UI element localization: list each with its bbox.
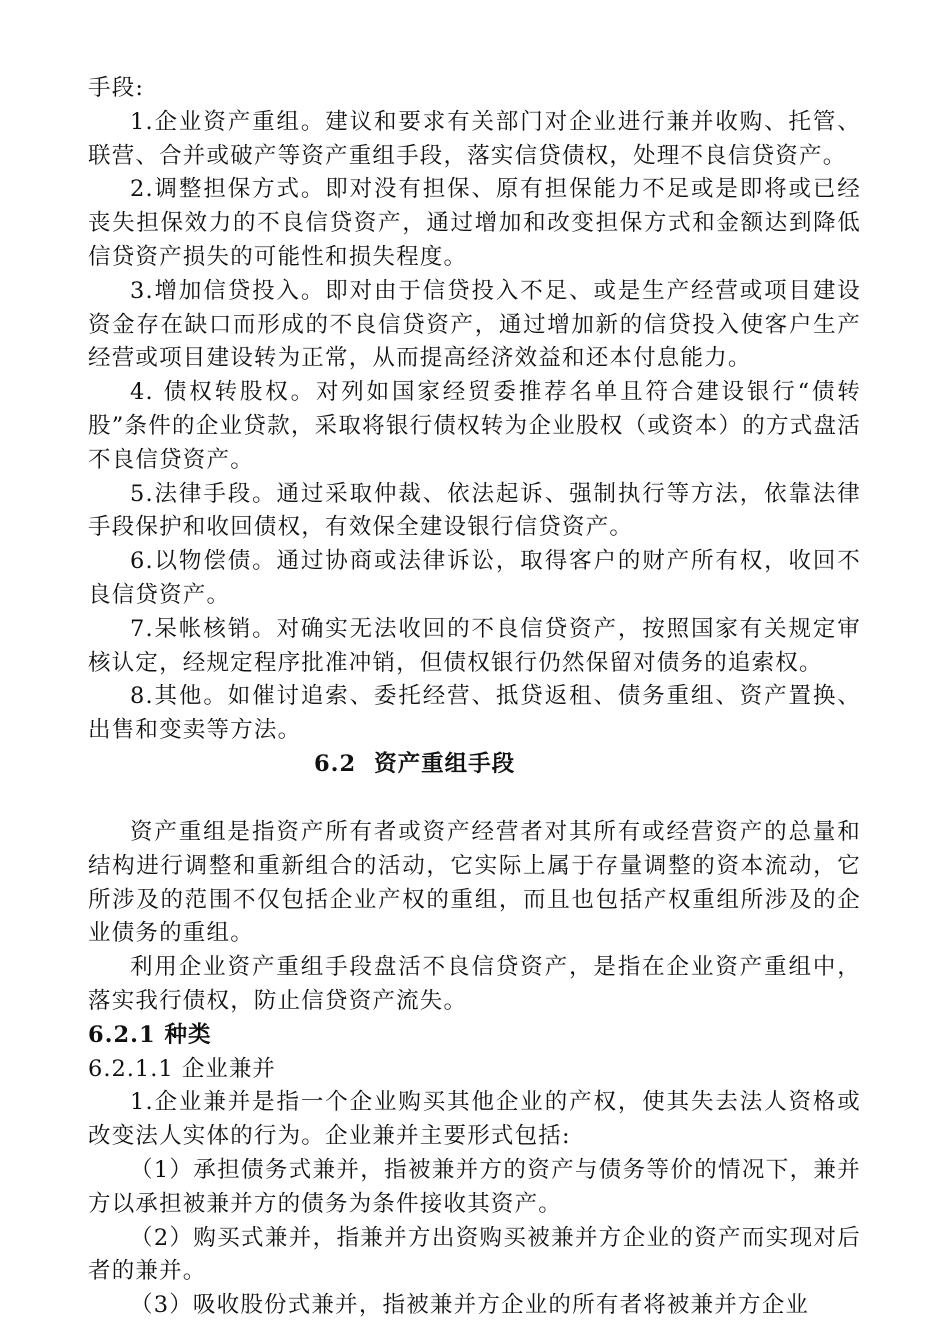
list-item-2: 2.调整担保方式。即对没有担保、原有担保能力不足或是即将或已经丧失担保效力的不良信贷资产，通过增加和改变担保方式和金额达到降低信贷资产损失的可能性和损失程度。 [88,176,861,270]
list-item-1: 1.企业资产重组。建议和要求有关部门对企业进行兼并收购、托管、联营、合并或破产等资产重组手段，落实信贷债权，处理不良信贷资产。 [88,108,861,169]
section-number: 6.2 [314,750,357,777]
list-item-7: 7.呆帐核销。对确实无法收回的不良信贷资产，按照国家有关规定审核认定，经规定程序批准冲销，但债权银行仍然保留对债务的追索权。 [88,615,861,676]
merger-paragraph-4: （3）吸收股份式兼并，指被兼并方企业的所有者将被兼并方企业 [130,1292,810,1319]
merger-paragraph-2: （1）承担债务式兼并，指被兼并方的资产与债务等价的情况下，兼并方以承担被兼并方的债务为条件接收其资产。 [88,1156,861,1217]
list-item-4: 4. 债权转股权。对列如国家经贸委推荐名单且符合建设银行“债转股”条件的企业贷款，采取将银行债权转为企业股权（或资本）的方式盘活不良信贷资产。 [88,379,861,473]
merger-paragraph-3: （2）购买式兼并，指兼并方出资购买被兼并方企业的资产而实现对后者的兼并。 [88,1224,861,1285]
merger-paragraph-1: 1.企业兼并是指一个企业购买其他企业的产权，使其失去法人资格或改变法人实体的行为。企业兼并主要形式包括: [88,1089,861,1150]
list-item-6: 6.以物偿债。通过协商或法律诉讼，取得客户的财产所有权，收回不良信贷资产。 [88,548,861,608]
section-title: 资产重组手段 [374,750,516,777]
subsection-heading: 6.2.1 种类 [88,1021,212,1048]
section-gap [88,782,861,816]
list-item-3: 3.增加信贷投入。即对由于信贷投入不足、或是生产经营或项目建设资金存在缺口而形成的不良信贷资产，通过增加新的信贷投入使客户生产经营或项目建设转为正常，从而提高经济效益和还本付息能力。 [88,277,861,372]
section-paragraph-2: 利用企业资产重组手段盘活不良信贷资产，是指在企业资产重组中，落实我行债权，防止信贷资产流失。 [88,954,861,1014]
list-item-8: 8.其他。如催讨追索、委托经营、抵贷返租、债务重组、资产置换、出售和变卖等方法。 [88,683,861,744]
section-paragraph-1: 资产重组是指资产所有者或资产经营者对其所有或经营资产的总量和结构进行调整和重新组合的活动，它实际上属于存量调整的资本流动，它所涉及的范围不仅包括企业产权的重组，而且也包括产权重组所涉及的企业债务的重组。 [88,818,861,947]
lead-text: 手段: [88,75,145,101]
section-heading [88,748,861,782]
list-item-5: 5.法律手段。通过采取仲裁、依法起诉、强制执行等方法，依靠法律手段保护和收回债权，有效保全建设银行信贷资产。 [88,480,861,541]
subsubsection-heading: 6.2.1.1 企业兼并 [88,1055,276,1082]
document-page [88,72,861,1323]
